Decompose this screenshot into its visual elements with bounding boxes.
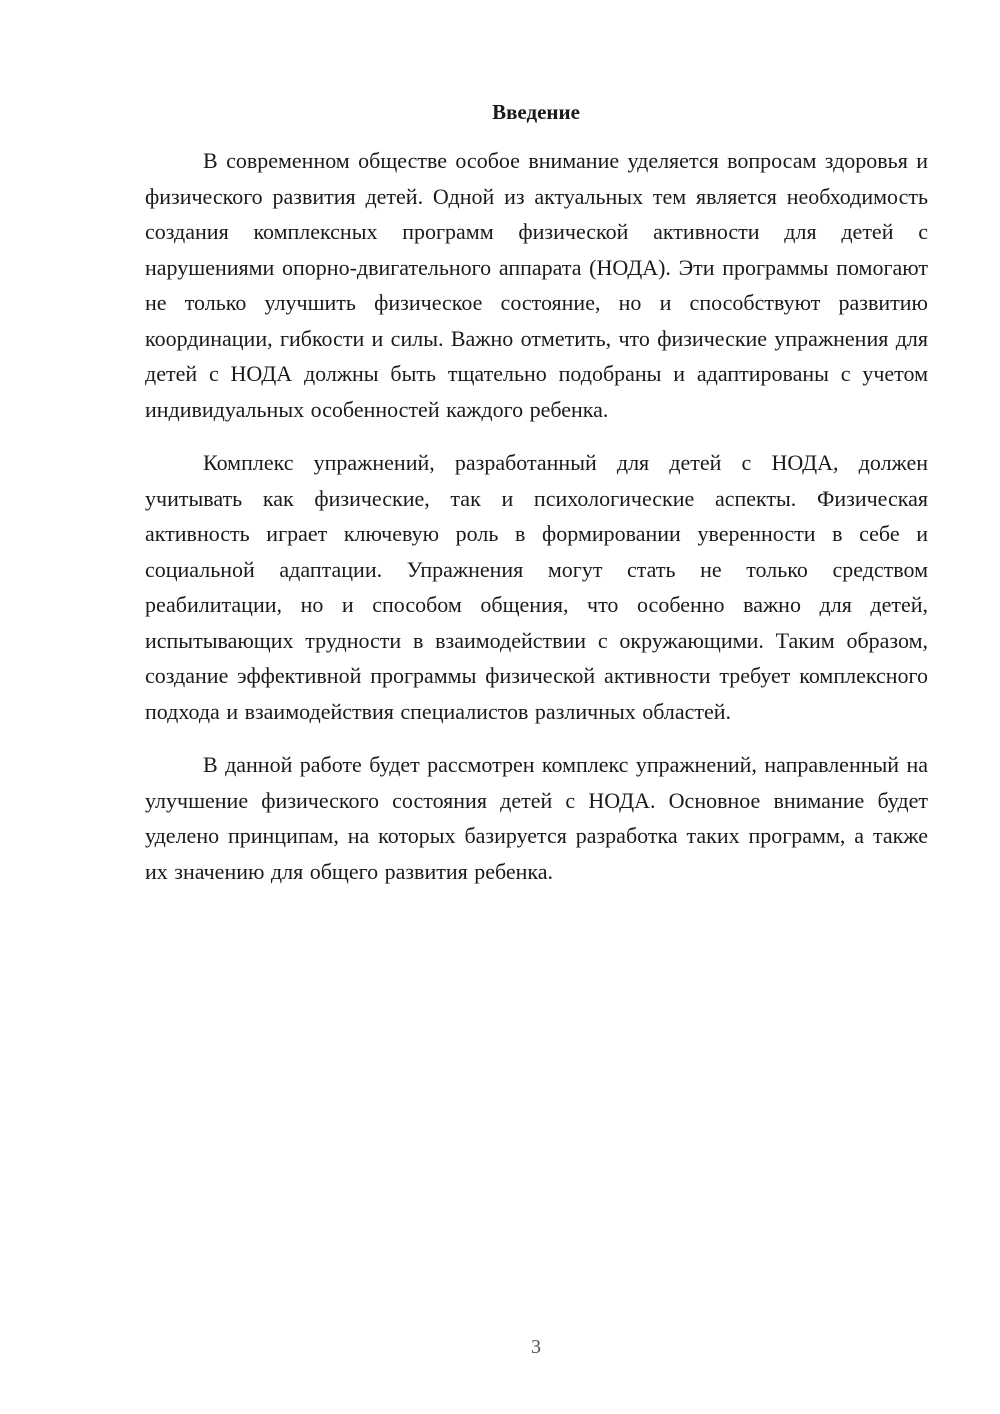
paragraph-3: В данной работе будет рассмотрен комплекс упражнений, направленный на улучшение физического состояния детей с НОДА. Основное внимание будет уделено принципам, на которых базируется разработка таких программ, а также их значению для общего развития ребенка.: [145, 752, 928, 884]
page-number: 3: [531, 1336, 541, 1358]
paragraph-2: Комплекс упражнений, разработанный для детей с НОДА, должен учитывать как физические, так и психологические аспекты. Физическая активность играет ключевую роль в формировании уверенности в себе и социальной адаптации. Упражнения могут стать не только средством реабилитации, но и способом общения, что особенно важно для детей, испытывающих трудности в взаимодействии с окружающими. Таким образом, создание эффективной программы физической активности требует комплексного подхода и взаимодействия специалистов различных областей.: [145, 450, 928, 724]
paragraph-1: В современном обществе особое внимание уделяется вопросам здоровья и физического развития детей. Одной из актуальных тем является необходимость создания комплексных программ физической активности для детей с нарушениями опорно-двигательного аппарата (НОДА). Эти программы помогают не только улучшить физическое состояние, но и способствуют развитию координации, гибкости и силы. Важно отметить, что физические упражнения для детей с НОДА должны быть тщательно подобраны и адаптированы с учетом индивидуальных особенностей каждого ребенка.: [145, 148, 928, 422]
section-heading: Введение: [492, 100, 580, 124]
body-text: [145, 143, 928, 889]
